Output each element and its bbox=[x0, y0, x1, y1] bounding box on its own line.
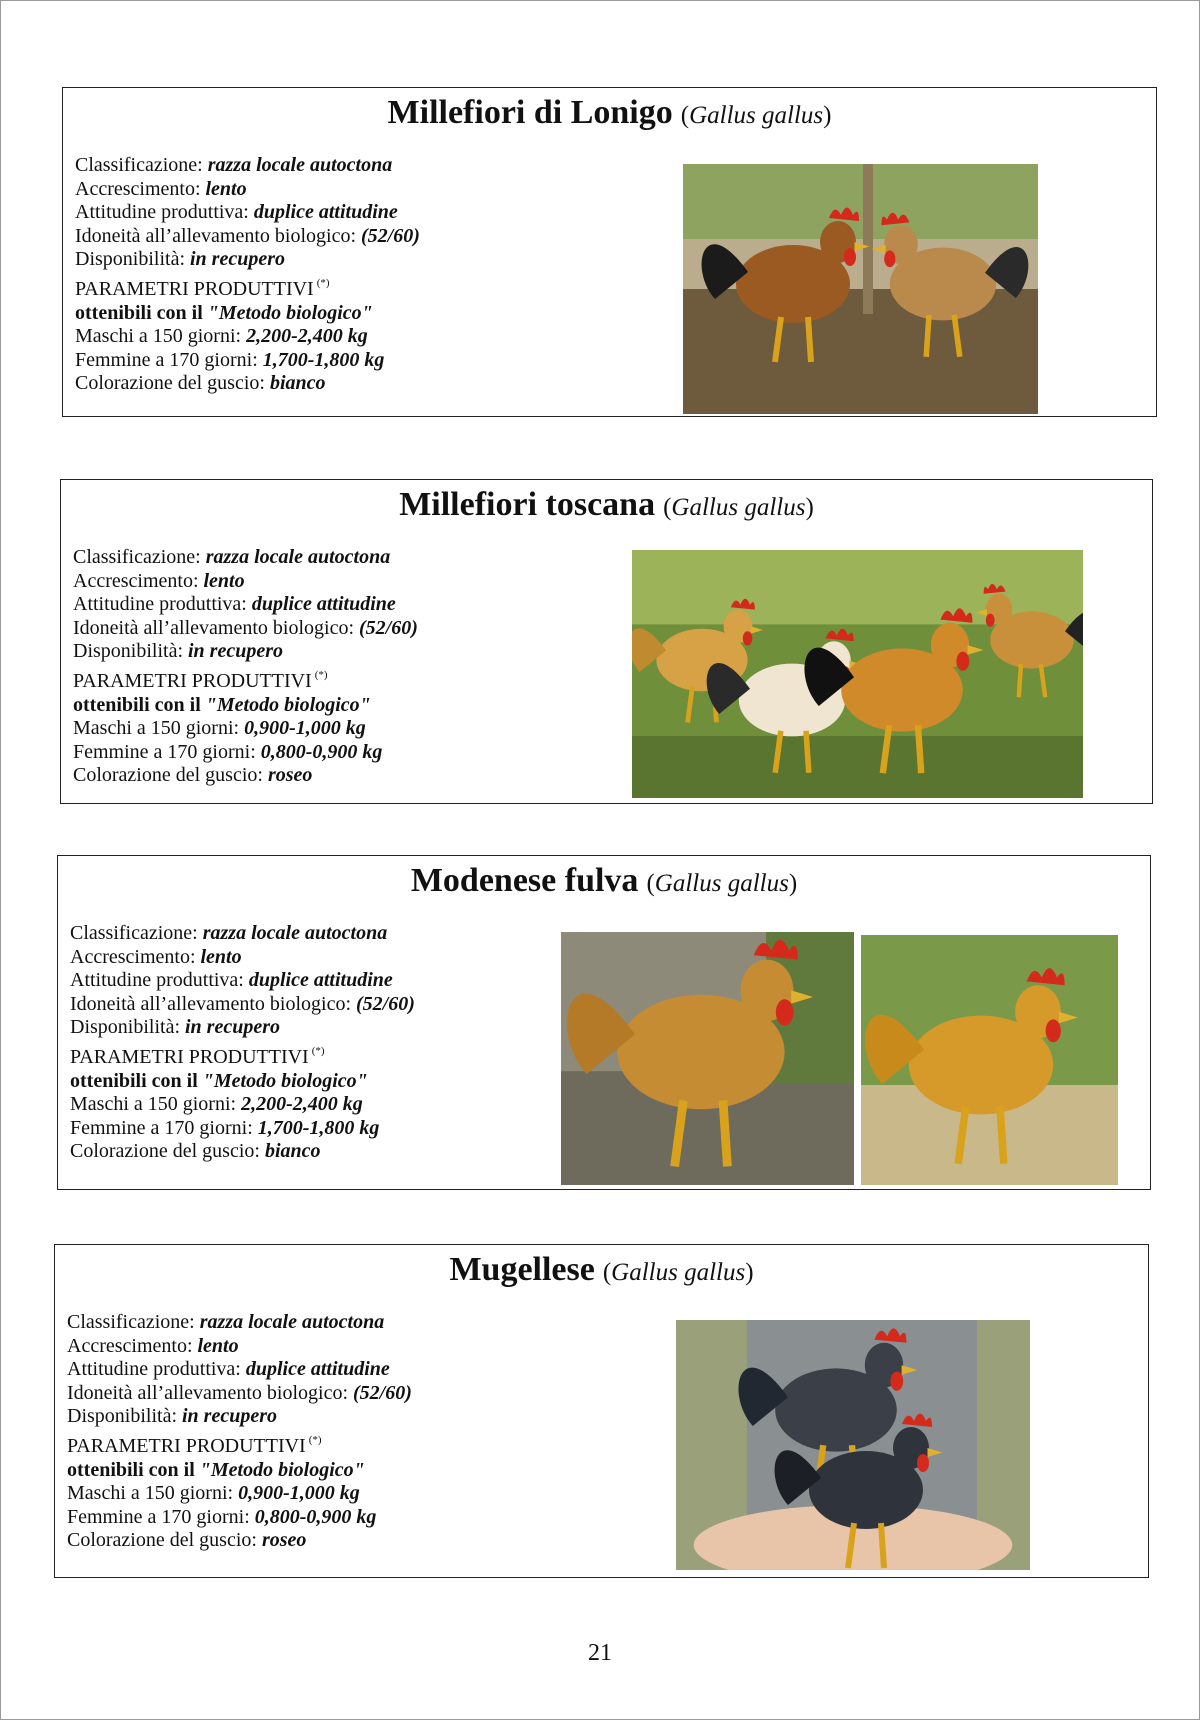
species-label: Gallus gallus bbox=[654, 870, 789, 897]
males-weight-row: Maschi a 150 giorni: 0,900-1,000 kg bbox=[73, 717, 366, 740]
footnote-marker: (*) bbox=[316, 276, 330, 289]
footnote-marker: (*) bbox=[311, 1044, 325, 1057]
growth-row: Accrescimento: lento bbox=[73, 569, 245, 592]
method-row: ottenibili con il "Metodo biologico" bbox=[70, 1069, 368, 1092]
availability-row: Disponibilità: in recupero bbox=[75, 248, 285, 271]
shell-color-row: Colorazione del guscio: roseo bbox=[67, 1529, 307, 1552]
method-row: ottenibili con il "Metodo biologico" bbox=[75, 301, 373, 324]
availability-row: Disponibilità: in recupero bbox=[73, 640, 283, 663]
params-heading: PARAMETRI PRODUTTIVI (*) bbox=[67, 1433, 322, 1457]
species-name: (Gallus gallus) bbox=[602, 1259, 754, 1286]
females-weight-row: Femmine a 170 giorni: 0,800-0,900 kg bbox=[67, 1505, 377, 1528]
growth-row: Accrescimento: lento bbox=[70, 945, 242, 968]
species-label: Gallus gallus bbox=[671, 494, 806, 521]
males-weight-row: Maschi a 150 giorni: 2,200-2,400 kg bbox=[70, 1093, 363, 1116]
footnote-marker: (*) bbox=[308, 1433, 322, 1446]
params-heading: PARAMETRI PRODUTTIVI (*) bbox=[73, 668, 328, 692]
chicken-photo bbox=[632, 550, 1083, 798]
females-weight-row: Femmine a 170 giorni: 1,700-1,800 kg bbox=[75, 348, 385, 371]
females-weight-row: Femmine a 170 giorni: 1,700-1,800 kg bbox=[70, 1116, 380, 1139]
aptitude-row: Attitudine produttiva: duplice attitudine bbox=[73, 593, 396, 616]
aptitude-row: Attitudine produttiva: duplice attitudine bbox=[75, 201, 398, 224]
shell-color-row: Colorazione del guscio: roseo bbox=[73, 764, 313, 787]
footnote-marker: (*) bbox=[314, 668, 328, 681]
classification-row: Classificazione: razza locale autoctona bbox=[75, 154, 393, 176]
breed-name: Modenese fulva bbox=[410, 862, 639, 899]
chicken-photo bbox=[861, 935, 1118, 1185]
species-label: Gallus gallus bbox=[689, 102, 824, 129]
attribute-list bbox=[70, 922, 415, 1164]
card-title bbox=[58, 862, 1150, 900]
classification-row: Classificazione: razza locale autoctona bbox=[73, 546, 391, 568]
aptitude-row: Attitudine produttiva: duplice attitudine bbox=[67, 1358, 390, 1381]
species-name: (Gallus gallus) bbox=[663, 494, 814, 521]
females-weight-row: Femmine a 170 giorni: 0,800-0,900 kg bbox=[73, 740, 383, 763]
males-weight-row: Maschi a 150 giorni: 0,900-1,000 kg bbox=[67, 1482, 360, 1505]
page-number: 21 bbox=[588, 1640, 612, 1666]
species-name: (Gallus gallus) bbox=[680, 102, 832, 129]
growth-row: Accrescimento: lento bbox=[67, 1334, 239, 1357]
suitability-row: Idoneità all’allevamento biologico: (52/60) bbox=[75, 224, 420, 247]
species-label: Gallus gallus bbox=[611, 1259, 746, 1286]
availability-row: Disponibilità: in recupero bbox=[67, 1405, 277, 1428]
card-title bbox=[55, 1251, 1148, 1289]
card-title bbox=[61, 486, 1152, 524]
chicken-photo bbox=[676, 1320, 1030, 1570]
card-title bbox=[63, 94, 1156, 132]
aptitude-row: Attitudine produttiva: duplice attitudine bbox=[70, 969, 393, 992]
suitability-row: Idoneità all’allevamento biologico: (52/60) bbox=[70, 992, 415, 1015]
attribute-list bbox=[73, 546, 418, 788]
species-name: (Gallus gallus) bbox=[646, 870, 798, 897]
suitability-row: Idoneità all’allevamento biologico: (52/60) bbox=[67, 1381, 412, 1404]
availability-row: Disponibilità: in recupero bbox=[70, 1016, 280, 1039]
suitability-row: Idoneità all’allevamento biologico: (52/60) bbox=[73, 616, 418, 639]
attribute-list bbox=[67, 1311, 412, 1553]
chicken-photo bbox=[683, 164, 1038, 414]
classification-row: Classificazione: razza locale autoctona bbox=[70, 922, 388, 944]
attribute-list bbox=[75, 154, 420, 396]
chicken-photo bbox=[561, 932, 854, 1185]
params-heading: PARAMETRI PRODUTTIVI (*) bbox=[70, 1044, 325, 1068]
method-row: ottenibili con il "Metodo biologico" bbox=[67, 1458, 365, 1481]
method-row: ottenibili con il "Metodo biologico" bbox=[73, 693, 371, 716]
growth-row: Accrescimento: lento bbox=[75, 177, 247, 200]
shell-color-row: Colorazione del guscio: bianco bbox=[70, 1140, 321, 1163]
breed-name: Millefiori toscana bbox=[399, 486, 656, 523]
breed-name: Mugellese bbox=[449, 1251, 595, 1288]
breed-name: Millefiori di Lonigo bbox=[387, 94, 673, 131]
params-heading: PARAMETRI PRODUTTIVI (*) bbox=[75, 276, 330, 300]
males-weight-row: Maschi a 150 giorni: 2,200-2,400 kg bbox=[75, 325, 368, 348]
classification-row: Classificazione: razza locale autoctona bbox=[67, 1311, 385, 1333]
shell-color-row: Colorazione del guscio: bianco bbox=[75, 372, 326, 395]
